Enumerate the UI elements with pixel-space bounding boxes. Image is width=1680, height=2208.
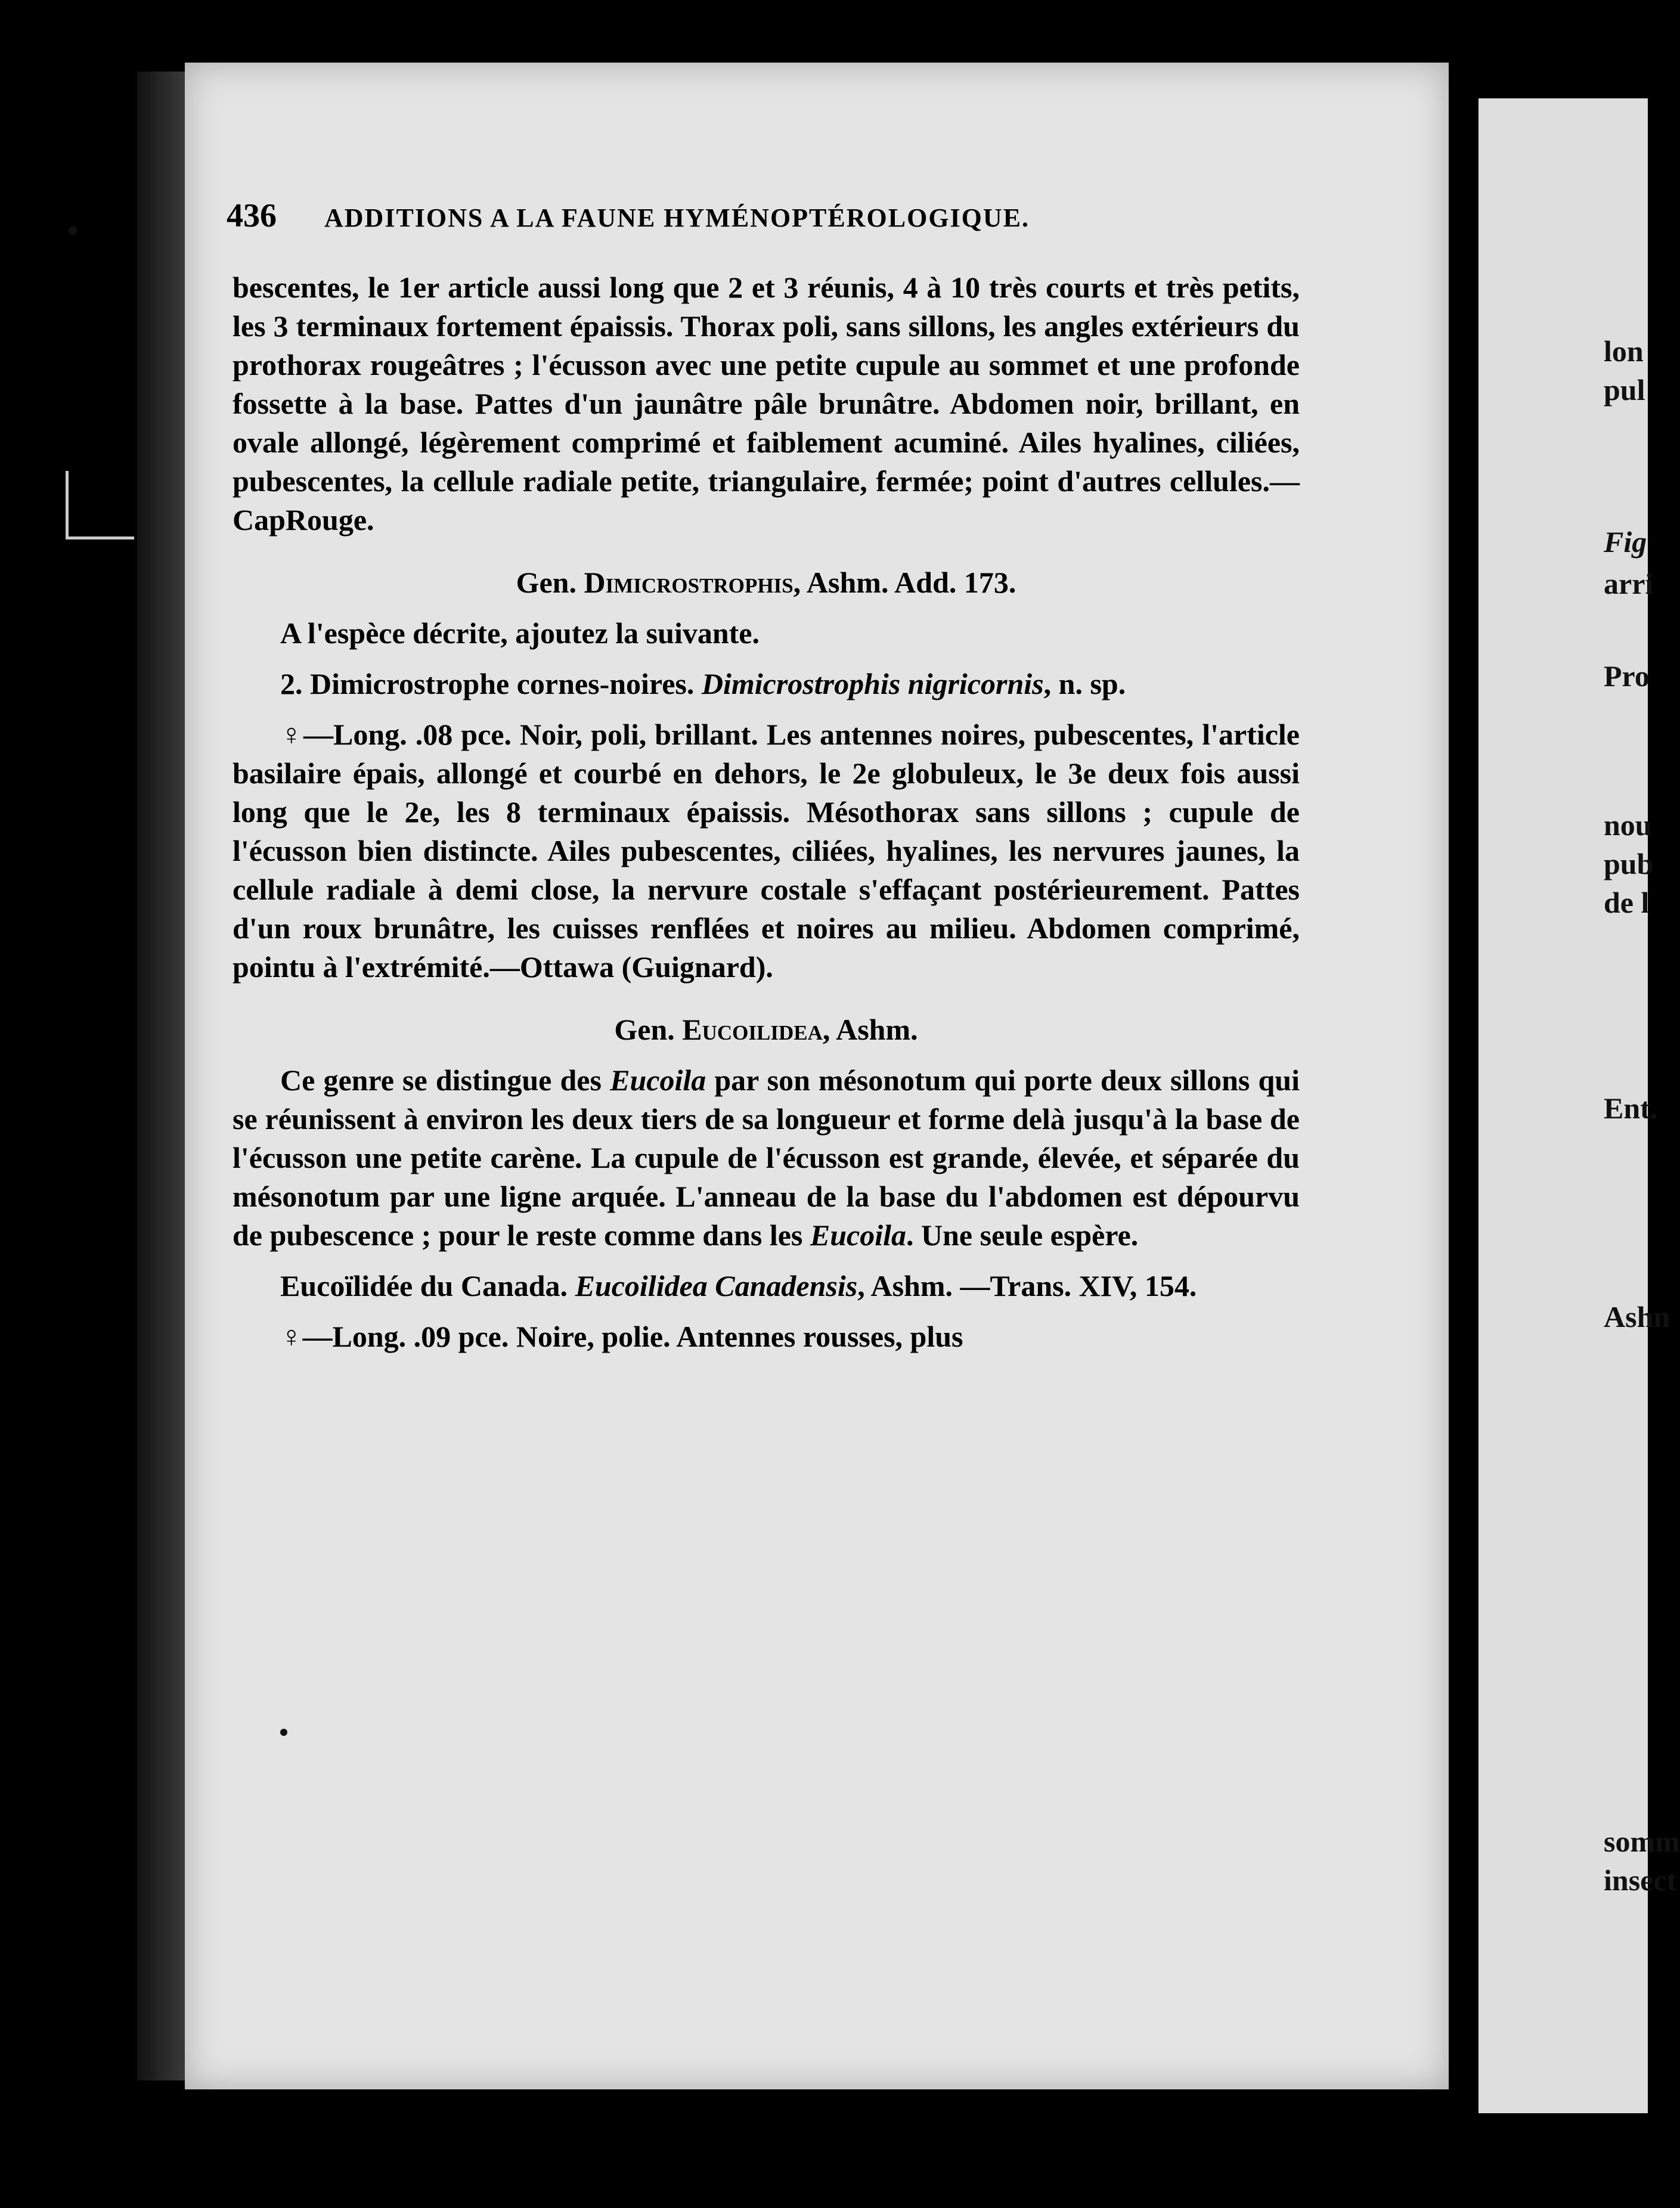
page-header (227, 197, 1216, 268)
genus-description (233, 1061, 1300, 1255)
genus-prefix: Gen. (516, 566, 576, 599)
fragment: pub (1604, 847, 1654, 880)
italic-genus: Eucoila (810, 1218, 907, 1252)
fragment: Pro (1604, 659, 1650, 693)
species-latin-name: Eucoilidea Canadensis (575, 1269, 858, 1303)
species-description-canadensis: ♀—Long. .09 pce. Noire, polie. Antennes rousses, plus (280, 1320, 963, 1353)
fragment: somm (1604, 1825, 1680, 1858)
fragment: de l (1604, 886, 1650, 919)
fragment: insect (1604, 1863, 1677, 1897)
fragment: arri (1604, 567, 1654, 600)
genus-heading-dimicrostrophis (233, 563, 1300, 602)
page-body (233, 268, 1300, 1356)
fragment: pul (1604, 373, 1645, 407)
text-run: Ce genre se distingue des (280, 1063, 610, 1097)
text-run: . Une seule espère. (906, 1218, 1139, 1252)
fragment: Ent. (1604, 1091, 1658, 1125)
species-common-name: 2. Dimicrostrophe cornes-noires. (280, 667, 695, 700)
add-species-line: A l'espèce décrite, ajoutez la suivante. (280, 616, 760, 650)
fragment: nou (1604, 808, 1652, 842)
species-description-nigricornis: ♀—Long. .08 pce. Noir, poli, brillant. Les antennes noires, pubescentes, l'article basilaire épais, allongé et courbé en dehors, le 2e globuleux, le 3e deux fois aussi long que le 2e, les 8 terminaux épaissis. Mésothorax sans sillons ; cupule de l'écusson bien distincte. Ailes pubescentes, ciliées, hyalines, les nervures jaunes, la cellule radiale à demi close, la nervure costale s'effaçant postérieurement. Pattes d'un roux brunâtre, les cuisses renflées et noires au milieu. Abdomen comprimé, pointu à l'extrémité.—Ottawa (Guignard). (233, 718, 1300, 984)
speck (280, 1729, 287, 1736)
species-latin-name: Dimicrostrophis nigricornis (701, 667, 1044, 700)
species-heading-canadensis (233, 1267, 1300, 1305)
fragment: Ashn (1604, 1300, 1670, 1334)
genus-name: Dimicrostrophis (584, 566, 793, 599)
margin-mark (66, 471, 134, 539)
genus-name: Eucoilidea (682, 1013, 823, 1046)
italic-genus: Eucoila (610, 1063, 706, 1097)
running-title: ADDITIONS A LA FAUNE HYMÉNOPTÉROLOGIQUE. (324, 203, 1030, 232)
paragraph-continued: bescentes, le 1er article aussi long que 2 et 3 réunis, 4 à 10 très courts et très petits, les 3 terminaux fortement épaissis. Thorax poli, sans sillons, les angles extérieurs du prothorax rougeâtres ; l'écusson avec une petite cupule au sommet et une profonde fossette à la base. Pattes d'un jaunâtre pâle brunâtre. Abdomen noir, brillant, en ovale allongé, légèrement comprimé et faiblement acuminé. Ailes hyalines, ciliées, pubescentes, la cellule radiale petite, triangulaire, fermée; point d'autres cellules.—CapRouge. (233, 271, 1300, 537)
fragment: lon (1604, 334, 1644, 368)
text-run: par son mésonotum qui porte deux sillons qui se réunissent à environ les deux tiers de sa longueur et forme delà jusqu'à la base de l'écusson une petite carène. La cupule de l'écusson est grande, élevée, et séparée du mésonotum par une ligne arquée. L'anneau de la base du l'abdomen est dépourvu de pubescence ; pour le reste comme dans les (233, 1063, 1300, 1252)
species-suffix: , n. sp. (1043, 667, 1126, 700)
fragment: Fig (1604, 525, 1647, 559)
species-common-name: Eucoïlidée du Canada. (280, 1269, 568, 1303)
genus-heading-eucoilidea (233, 1010, 1300, 1049)
book-binding-edge (137, 72, 185, 2080)
species-heading-nigricornis (233, 665, 1300, 703)
adjacent-page-edge (1478, 98, 1680, 2113)
genus-suffix: , Ashm. Add. 173. (793, 566, 1016, 599)
speck (69, 227, 77, 235)
species-suffix: , Ashm. —Trans. XIV, 154. (857, 1269, 1197, 1303)
genus-suffix: , Ashm. (822, 1013, 918, 1046)
genus-prefix: Gen. (614, 1013, 675, 1046)
page-number: 436 (227, 197, 277, 234)
